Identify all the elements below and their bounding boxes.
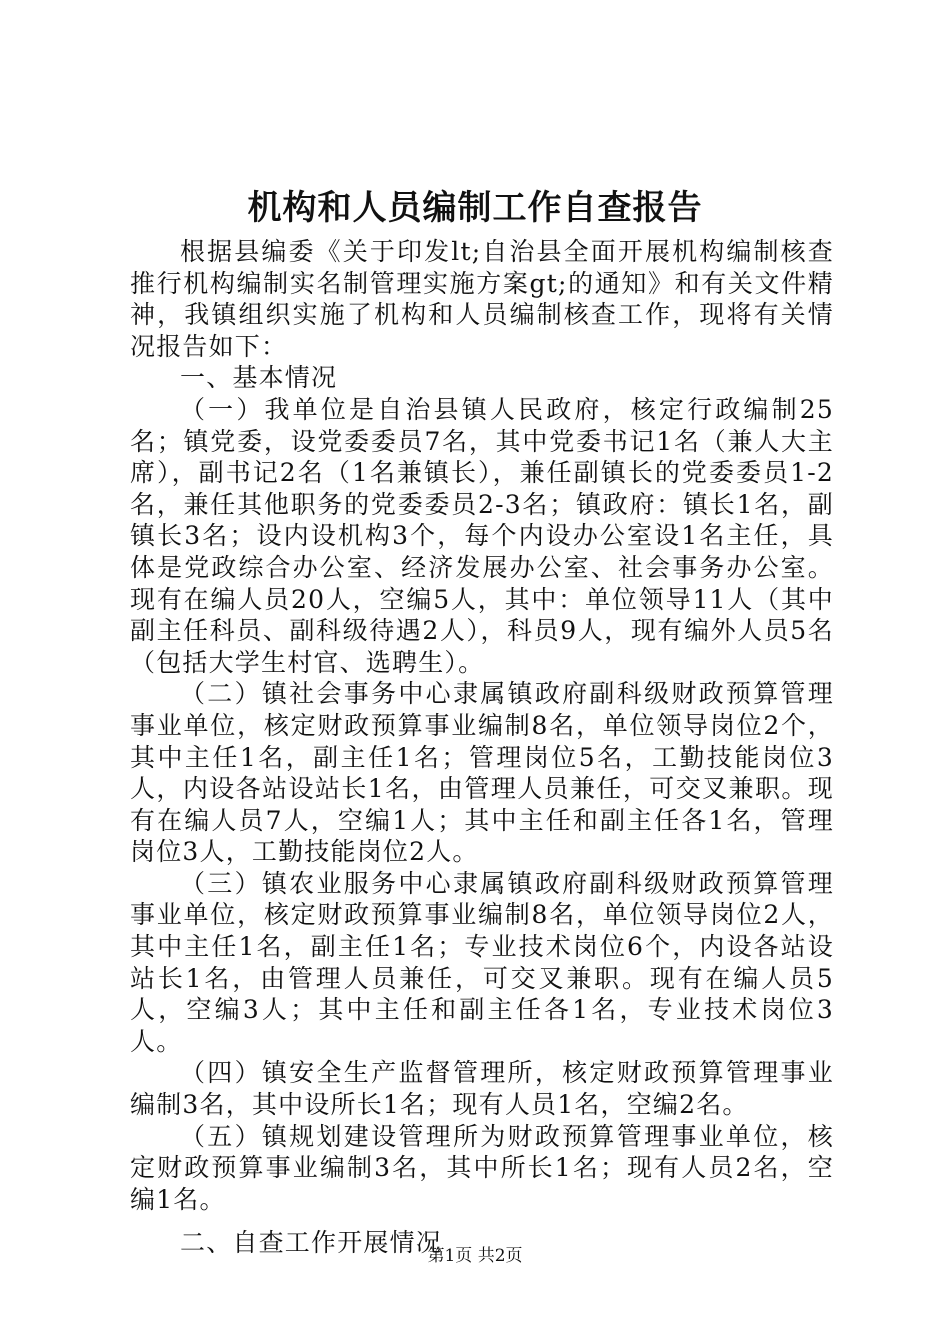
- section-heading-basic: 一、基本情况: [180, 363, 338, 393]
- paragraph-item-5: （五）镇规划建设管理所为财政预算管理事业单位，核定财政预算事业编制3名，其中所长1名；现有人员2名，空编1名。: [130, 1121, 834, 1214]
- paragraph-item-1: （一）我单位是自治县镇人民政府，核定行政编制25名；镇党委，设党委委员7名，其中党委书记1名（兼人大主席），副书记2名（1名兼镇长），兼任副镇长的党委委员1-2名，兼任其他职务的党委委员2-3名；镇政府：镇长1名，副镇长3名；设内设机构3个，每个内设办公室设1名主任，具体是党政综合办公室、经济发展办公室、社会事务办公室。现有在编人员20人，空编5人，其中：单位领导11人（其中副主任科员、副科级待遇2人），科员9人，现有编外人员5名（包括大学生村官、选聘生）。: [130, 394, 834, 677]
- paragraph-item-3: （三）镇农业服务中心隶属镇政府副科级财政预算管理事业单位，核定财政预算事业编制8名，单位领导岗位2人，其中主任1名，副主任1名；专业技术岗位6个，内设各站设站长1名，由管理人员兼任，可交叉兼职。现有在编人员5人，空编3人；其中主任和副主任各1名，专业技术岗位3人。: [130, 868, 834, 1056]
- paragraph-item-2: （二）镇社会事务中心隶属镇政府副科级财政预算管理事业单位，核定财政预算事业编制8名，单位领导岗位2个，其中主任1名，副主任1名；管理岗位5名，工勤技能岗位3人，内设各站设站长1名，由管理人员兼任，可交叉兼职。现有在编人员7人，空编1人；其中主任和副主任各1名，管理岗位3人，工勤技能岗位2人。: [130, 679, 834, 867]
- page-indicator: 第1页 共2页: [427, 1246, 523, 1266]
- paragraph-item-4: （四）镇安全生产监督管理所，核定财政预算管理事业编制3名，其中设所长1名；现有人员1名，空编2名。: [130, 1058, 834, 1120]
- intro-paragraph: 根据县编委《关于印发lt;自治县全面开展机构编制核查推行机构编制实名制管理实施方案gt;的通知》和有关文件精神，我镇组织实施了机构和人员编制核查工作，现将有关情况报告如下：: [130, 237, 834, 361]
- document-title: 机构和人员编制工作自查报告: [247, 188, 703, 228]
- document-body: [130, 236, 834, 1259]
- section-heading-selfcheck: 二、自查工作开展情况: [180, 1228, 443, 1258]
